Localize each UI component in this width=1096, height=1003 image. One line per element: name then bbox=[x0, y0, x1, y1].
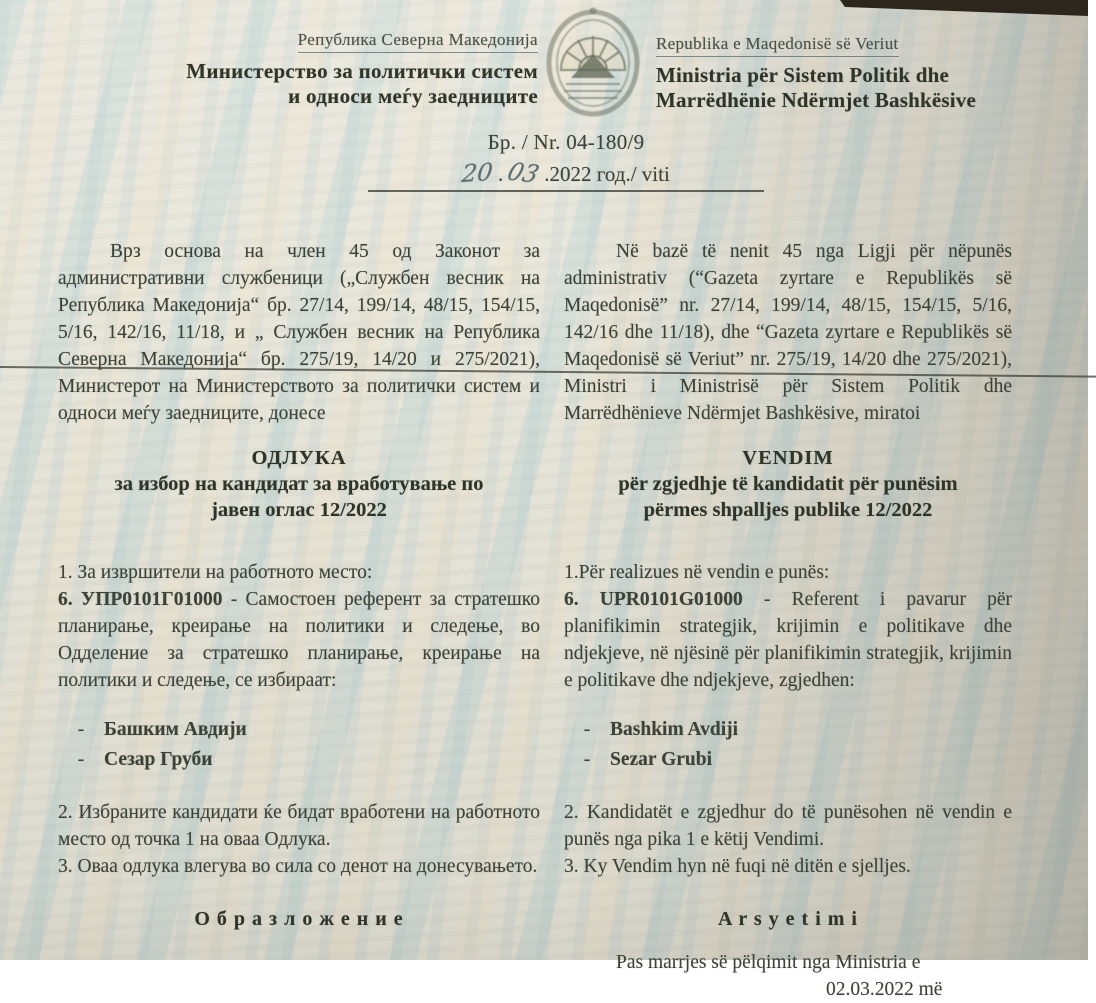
explanation-heading-mk: О б р а з л о ж е н и е bbox=[194, 908, 404, 930]
explanation-heading-sq: A r s y e t i m i bbox=[718, 908, 858, 930]
item1-mk: 1. За извршители на работното место: bbox=[58, 562, 373, 583]
ministry-name-sq-line1: Ministria për Sistem Politik dhe bbox=[656, 63, 950, 87]
candidate-list-sq bbox=[564, 716, 1012, 773]
item6-sq bbox=[564, 586, 1012, 694]
decision-subtitle-mk-line2: јавен оглас 12/2022 bbox=[211, 499, 387, 521]
candidate-row bbox=[58, 716, 540, 743]
dash-bullet: - bbox=[77, 749, 85, 770]
header-macedonian bbox=[58, 30, 538, 109]
ministry-name-mk-line2: и односи меѓу заедниците bbox=[288, 84, 538, 108]
document-date bbox=[368, 159, 764, 192]
candidate-row bbox=[58, 746, 540, 773]
decision-subtitle-sq-line2: përmes shpalljes publike 12/2022 bbox=[643, 499, 933, 521]
country-name-mk: Република Северна Македонија bbox=[298, 30, 538, 53]
candidate-name: Sezar Grubi bbox=[610, 749, 713, 770]
column-albanian bbox=[564, 238, 1012, 1003]
explanation-clipped-fragment-sq: 02.03.2022 më bbox=[826, 979, 943, 1000]
intro-paragraph-sq: Në bazë të nenit 45 nga Ligji për nëpunës administrativ (“Gazeta zyrtare e Republikës së Maqedonisë” nr. 27/14, 199/14, 48/15, 154/15, 5/16, 142/16 dhe 11/18), dhe “Gazeta zyrtare e Republikës së Maqedonisë së Veriut” nr. 275/19, 14/20 dhe 275/2021), Ministri i Ministrisë për Sistem Politik dhe Marrëdhënieve Ndërmjet Bashkësive, miratoi bbox=[564, 241, 1012, 424]
dash-bullet: - bbox=[583, 719, 591, 740]
photo-edge-shadow bbox=[840, 0, 1088, 18]
ministry-name-mk bbox=[58, 59, 538, 109]
date-dot: . bbox=[497, 162, 504, 186]
job-code-sq: 6. UPR0101G01000 bbox=[564, 589, 743, 610]
decision-title-mk bbox=[58, 445, 540, 523]
job-description-sq: - Referent i pavarur për planifikimin strategjik, krijimin e politikave dhe ndjekjeve, në njësinë për planifikimin strategjik, krijimin e politikave dhe ndjekjeve, zgjedhen: bbox=[564, 589, 1013, 691]
item1-sq: 1.Për realizues në vendin e punës: bbox=[564, 562, 830, 583]
explanation-line1-sq: Pas marrjes së pëlqimit nga Ministria e bbox=[616, 952, 921, 973]
handwritten-month: 03 bbox=[504, 157, 544, 189]
document-number: Бр. / Nr. 04-180/9 bbox=[487, 130, 645, 154]
coat-of-arms-icon bbox=[544, 6, 642, 118]
candidate-row bbox=[564, 746, 1012, 773]
country-name-sq: Republika e Maqedonisë së Veriut bbox=[656, 34, 899, 57]
item2-sq: 2. Kandidatët e zgjedhur do të punësohen në vendin e punës nga pika 1 e këtij Vendimi. bbox=[564, 802, 1012, 850]
decision-items-mk bbox=[58, 559, 540, 880]
job-description-mk: - Самостоен референт за стратешко планирање, креирање на политики и следење, во Одделение за стратешко планирање, креирање на политики и следење, се избираат: bbox=[58, 589, 541, 691]
candidate-list-mk bbox=[58, 716, 540, 773]
candidate-row bbox=[564, 716, 1012, 743]
item3-mk: 3. Оваа одлука влегува во сила со денот на донесувањето. bbox=[58, 856, 538, 877]
ministry-name-sq-line2: Marrëdhënie Ndërmjet Bashkësive bbox=[656, 88, 976, 112]
decision-subtitle-mk-line1: за избор на кандидат за вработување по bbox=[114, 473, 484, 495]
decision-items-sq bbox=[564, 559, 1012, 880]
candidate-name: Сезар Груби bbox=[104, 749, 213, 770]
reference-block bbox=[368, 130, 764, 192]
dash-bullet: - bbox=[583, 749, 591, 770]
item2-mk: 2. Избраните кандидати ќе бидат вработени на работното место од точка 1 на оваа Одлука. bbox=[58, 802, 540, 850]
job-code-mk: 6. УПР0101Г01000 bbox=[58, 589, 223, 610]
decision-title-sq bbox=[564, 445, 1012, 523]
candidate-name: Башким Авдији bbox=[104, 719, 247, 740]
ministry-name-mk-line1: Министерство за политички систем bbox=[186, 59, 538, 83]
decision-subtitle-sq-line1: për zgjedhje të kandidatit për punësim bbox=[618, 473, 958, 495]
decision-title-mk-word: ОДЛУКА bbox=[251, 447, 347, 469]
item6-mk bbox=[58, 586, 540, 694]
handwritten-day: 20 bbox=[460, 157, 495, 189]
closing-items-sq bbox=[564, 799, 1012, 880]
column-macedonian bbox=[58, 238, 540, 933]
candidate-name: Bashkim Avdiji bbox=[610, 719, 739, 740]
closing-items-mk bbox=[58, 799, 540, 880]
header-albanian bbox=[656, 34, 1026, 113]
intro-paragraph-mk: Врз основа на член 45 од Законот за административни службеници („Службен весник на Република Македонија“ бр. 27/14, 199/14, 48/15, 154/15, 5/16, 142/16, 11/18, и „ Службен весник на Република Северна Македонија“ бр. 275/19, 14/20 и 275/2021), Министерот на Министерството за политички систем и односи меѓу заедниците, донесе bbox=[58, 241, 540, 424]
explanation-paragraph-sq bbox=[564, 949, 1012, 1003]
decision-title-sq-word: VENDIM bbox=[742, 447, 834, 469]
dash-bullet: - bbox=[77, 719, 85, 740]
ministry-name-sq bbox=[656, 63, 1026, 113]
date-suffix: .2022 год./ viti bbox=[544, 162, 670, 186]
item3-sq: 3. Ky Vendim hyn në fuqi në ditën e sjelljes. bbox=[564, 856, 911, 877]
